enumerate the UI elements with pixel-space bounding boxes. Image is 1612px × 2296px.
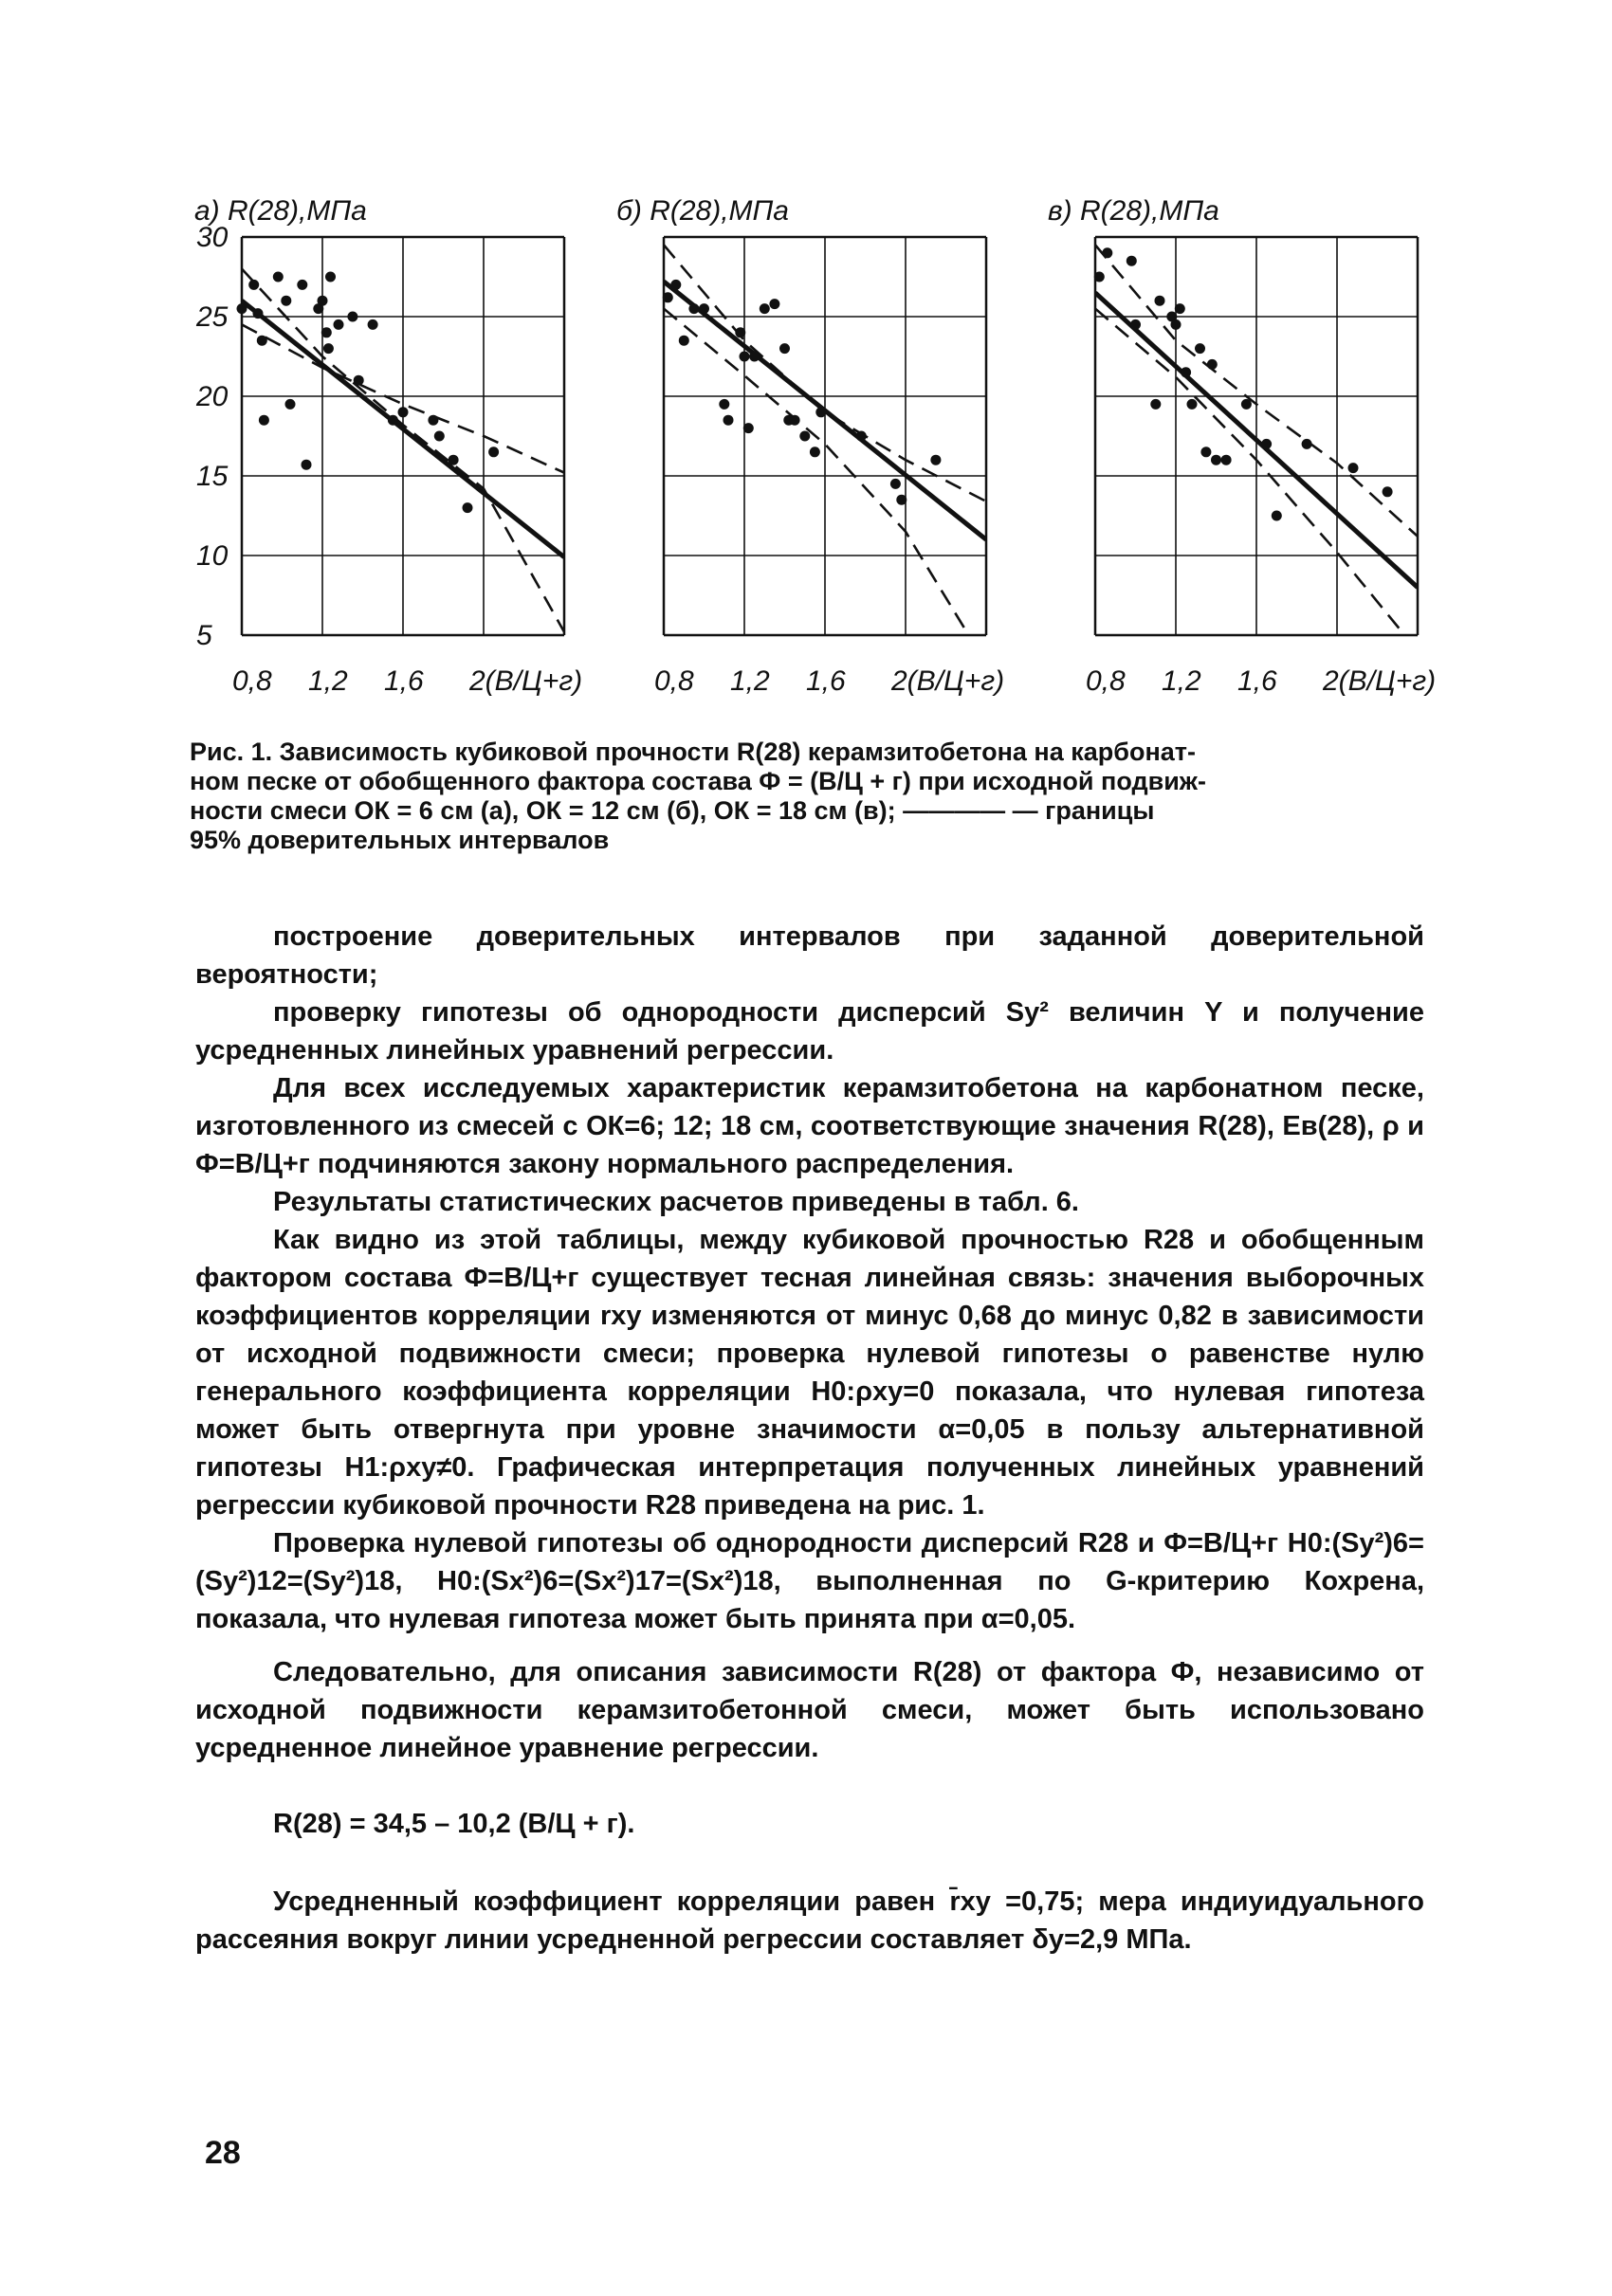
data-point [815, 407, 826, 417]
figure-1 [190, 180, 1460, 711]
x-tick-label: 0,8 [232, 665, 272, 697]
paragraph: Как видно из этой таблицы, между кубиковой прочностью R28 и обобщенным фактором состава Ф=В/Ц+г существует тесная линейная связь: значения выборочных коэффициентов корреляции rxy изменяются от минус 0,68 до минус 0,82 в зависимости от исходной подвижности смеси; проверка нулевой гипотезы о равенстве нулю генерального коэффициента корреляции H0:ρxy=0 показала, что нулевая гипотеза может быть отвергнута при уровне значимости α=0,05 в пользу альтернативной гипотезы H1:ρxy≠0. Графическая интерпретация полученных линейных уравнений регрессии кубиковой прочности R28 приведена на рис. 1. [195, 1225, 1424, 1521]
data-point [1272, 511, 1282, 521]
data-point [1221, 455, 1232, 465]
data-point [856, 431, 867, 442]
data-point [896, 495, 907, 505]
data-point [434, 431, 445, 442]
data-point [699, 303, 709, 314]
data-point [749, 352, 760, 362]
chart-panel-1 [194, 195, 582, 697]
data-point [930, 455, 941, 465]
paragraph: проверку гипотезы об однородности дисперсий Sy² величин Y и получение усредненных линейных уравнений регрессии. [195, 997, 1424, 1066]
data-point [1130, 319, 1141, 330]
data-point [1102, 247, 1112, 258]
data-point [799, 431, 810, 442]
figure-caption [190, 738, 1422, 855]
data-point [769, 299, 779, 309]
data-point [735, 327, 745, 337]
data-point [368, 319, 378, 330]
data-point [1155, 296, 1165, 306]
y-tick-label: 30 [196, 222, 229, 253]
y-tick-label: 5 [196, 620, 212, 651]
y-tick-label: 20 [196, 381, 229, 412]
caption-line-1: Рис. 1. Зависимость кубиковой прочности R(28) керамзитобетона на карбонат- [190, 738, 1196, 766]
data-point [321, 327, 332, 337]
x-tick-label: 1,6 [1237, 665, 1277, 697]
x-tick-label: 1,6 [806, 665, 846, 697]
data-point [323, 343, 334, 354]
data-point [663, 292, 673, 302]
page-number: 28 [205, 2135, 241, 2171]
data-point [779, 343, 790, 354]
regression-formula: R(28) = 34,5 – 10,2 (В/Ц + г). [273, 1809, 635, 1839]
data-point [318, 296, 328, 306]
data-point [325, 272, 336, 282]
paragraph: Результаты статистических расчетов приведены в табл. 6. [273, 1187, 1079, 1217]
data-point [334, 319, 344, 330]
data-point [810, 446, 820, 457]
data-point [273, 272, 284, 282]
data-point [760, 303, 770, 314]
data-point [670, 280, 681, 290]
x-tick-label: 1,6 [384, 665, 424, 697]
panel-label: в) R(28),МПа [1048, 195, 1219, 227]
data-point [724, 415, 734, 426]
data-point [297, 280, 307, 290]
data-point [679, 336, 689, 346]
data-point [388, 415, 398, 426]
data-point [257, 336, 267, 346]
y-tick-label: 25 [196, 301, 229, 333]
data-point [1348, 463, 1359, 473]
data-point [1175, 303, 1185, 314]
x-tick-label: 1,2 [730, 665, 770, 697]
data-point [1241, 399, 1252, 410]
y-tick-label: 10 [196, 540, 229, 572]
data-point [740, 352, 750, 362]
data-point [743, 423, 754, 433]
data-point [488, 446, 499, 457]
caption-line-4: 95% доверительных интервалов [190, 826, 610, 854]
caption-line-2: ном песке от обобщенного фактора состава Ф = (В/Ц + г) при исходной подвиж- [190, 767, 1206, 795]
x-tick-label: 2(В/Ц+г) [891, 665, 1005, 697]
data-point [890, 479, 901, 489]
x-tick-label: 1,2 [1162, 665, 1201, 697]
data-point [1181, 367, 1191, 377]
x-tick-label: 0,8 [1086, 665, 1126, 697]
data-point [1127, 256, 1137, 266]
data-point [790, 415, 800, 426]
data-point [248, 280, 259, 290]
x-tick-label: 1,2 [308, 665, 348, 697]
data-point [259, 415, 269, 426]
data-point [1171, 319, 1182, 330]
paragraph: построение доверительных интервалов при заданной доверительной вероятности; [195, 921, 1424, 990]
data-point [1150, 399, 1161, 410]
panel-label: а) R(28),МПа [194, 195, 367, 227]
body-text [195, 918, 1424, 1959]
paragraph: Следовательно, для описания зависимости R(28) от фактора Ф, независимо от исходной подвижности керамзитобетонной смеси, может быть использовано усредненное линейное уравнение регрессии. [195, 1657, 1424, 1763]
x-tick-label: 0,8 [654, 665, 694, 697]
data-point [1302, 439, 1312, 449]
data-point [281, 296, 291, 306]
data-point [719, 399, 729, 410]
chart-panel-3 [1048, 195, 1436, 697]
data-point [449, 455, 459, 465]
paragraph: Проверка нулевой гипотезы об однородности дисперсий R28 и Ф=В/Ц+г H0:(Sy²)6=(Sy²)12=(Sy²)18, H0:(Sx²)6=(Sx²)17=(Sx²)18, выполненная по G-критерию Кохрена, показала, что нулевая гипотеза может быть принята при α=0,05. [195, 1528, 1424, 1634]
data-point [1261, 439, 1272, 449]
data-point [1383, 486, 1393, 497]
caption-line-3: ности смеси ОК = 6 см (а), ОК = 12 см (б), ОК = 18 см (в); ———— — границы [190, 796, 1155, 825]
data-point [1200, 446, 1211, 457]
data-point [1187, 399, 1198, 410]
data-point [253, 308, 264, 319]
data-point [428, 415, 438, 426]
data-point [463, 502, 473, 513]
x-tick-label: 2(В/Ц+г) [469, 665, 583, 697]
figure-1-charts [190, 180, 1460, 711]
paragraph: Усредненный коэффициент корреляции равен r̄xy =0,75; мера индиуидуального рассеяния вокруг линии усредненной регрессии составляет δy=2,9 МПа. [195, 1886, 1424, 1955]
data-point [1211, 455, 1221, 465]
panel-label: б) R(28),МПа [616, 195, 789, 227]
data-point [1195, 343, 1205, 354]
chart-panel-2 [616, 195, 1004, 697]
data-point [285, 399, 296, 410]
data-point [347, 312, 357, 322]
y-tick-label: 15 [196, 461, 229, 492]
data-point [398, 407, 409, 417]
data-point [1207, 359, 1218, 370]
data-point [1094, 272, 1105, 282]
x-tick-label: 2(В/Ц+г) [1323, 665, 1437, 697]
data-point [302, 460, 312, 470]
data-point [237, 303, 247, 314]
data-point [688, 303, 699, 314]
paragraph: Для всех исследуемых характеристик керамзитобетона на карбонатном песке, изготовленного из смесей с ОК=6; 12; 18 см, соответствующие значения R(28), Eв(28), ρ и Ф=В/Ц+г подчиняются закону нормального распределения. [195, 1073, 1424, 1179]
data-point [354, 375, 364, 386]
